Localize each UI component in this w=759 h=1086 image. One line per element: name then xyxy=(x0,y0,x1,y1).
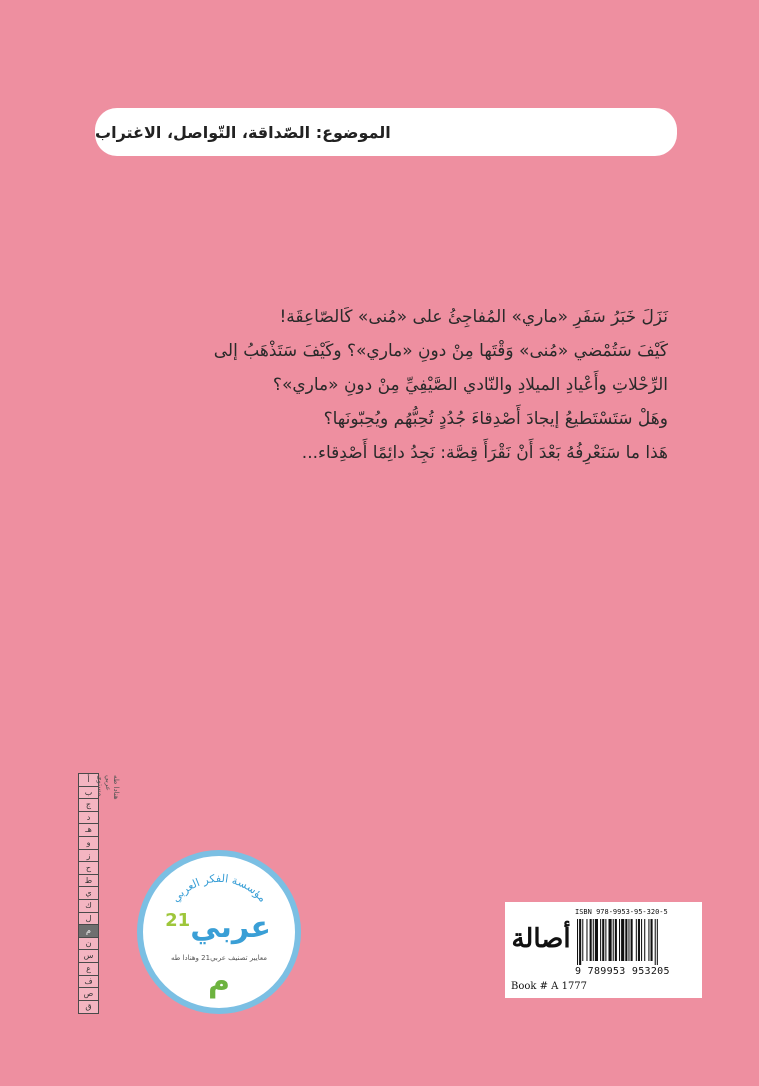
barcode-bar xyxy=(657,919,658,965)
letter-index-cell: ك xyxy=(79,900,98,913)
letter-index-cell: ي xyxy=(79,887,98,900)
barcode-bar xyxy=(628,919,629,961)
barcode-bar xyxy=(638,919,640,961)
letter-index-cell: ع xyxy=(79,963,98,976)
barcode-bar xyxy=(625,919,627,961)
barcode-panel xyxy=(505,902,702,998)
letter-index-cell: و xyxy=(79,837,98,850)
isbn-text: ISBN 978-9953-95-320-5 xyxy=(575,908,668,916)
barcode-bar xyxy=(655,919,656,965)
book-number: Book # A 1777 xyxy=(511,981,588,992)
barcode-bar xyxy=(582,919,583,961)
logo-word: عربي xyxy=(190,910,271,945)
barcode-bar xyxy=(621,919,624,961)
blurb-text xyxy=(168,300,668,470)
letter-index-cell: ز xyxy=(79,850,98,863)
ruler-label: هنادا طه xyxy=(112,775,120,800)
blurb-line: الرِّحْلاتِ وأَعْيادِ الميلادِ والنّادي الصَّيْفِيِّ مِنْ دونِ «ماري»؟ xyxy=(272,375,668,395)
topic-text: الموضوع: الصّداقة، التّواصل، الاغتراب xyxy=(95,122,391,142)
barcode-bars xyxy=(575,919,699,965)
barcode-bar xyxy=(619,919,620,961)
letter-index-cell: ن xyxy=(79,938,98,951)
topic-banner xyxy=(95,108,677,156)
barcode-bar xyxy=(641,919,642,961)
barcode-bar xyxy=(595,919,598,961)
barcode-bar xyxy=(609,919,612,961)
seal-arc-label: مؤسسة الفكر العربي xyxy=(169,871,270,905)
letter-index-cell: ط xyxy=(79,875,98,888)
barcode-bar xyxy=(651,919,653,961)
barcode-bar xyxy=(600,919,601,961)
barcode-bar xyxy=(577,919,578,965)
barcode-bar xyxy=(593,919,594,961)
arabi21-logo xyxy=(167,910,271,945)
arabi21-seal xyxy=(137,850,301,1014)
blurb-line: كَيْفَ سَتُمْضي «مُنى» وَقْتَها مِنْ دونِ «ماري»؟ وكَيْفَ سَتَذْهَبُ إلى xyxy=(213,341,668,361)
ruler-label: عربي xyxy=(104,775,112,791)
letter-index-cell: أ xyxy=(79,774,98,787)
letter-index-cell: م xyxy=(79,925,98,938)
letter-index-cell: ص xyxy=(79,988,98,1001)
barcode-bar xyxy=(636,919,637,961)
barcode-bar xyxy=(602,919,604,961)
seal-subtitle: معايير تصنيف عربي21 وهنادا طه xyxy=(170,954,268,962)
barcode-bar xyxy=(648,919,649,961)
blurb-line: نَزَلَ خَبَرُ سَفَرِ «ماري» المُفاجِئُ على «مُنى» كَالصّاعِقَة! xyxy=(279,307,668,327)
svg-text:مؤسسة الفكر العربي xyxy=(169,872,269,905)
publisher-logo: أصالة xyxy=(511,924,571,954)
blurb-line: هَذا ما سَنَعْرِفُهُ بَعْدَ أَنْ نَقْرَأَ قِصَّة: نَجِدُ دائِمًا أَصْدِقاء... xyxy=(301,443,668,463)
letter-index-cell: ل xyxy=(79,913,98,926)
letter-index-cell: د xyxy=(79,812,98,825)
barcode-digits: 9 789953 953205 xyxy=(575,966,670,977)
barcode-bar xyxy=(590,919,592,961)
letter-index-cell: ب xyxy=(79,787,98,800)
logo-number: 21 xyxy=(165,910,191,931)
barcode-bar xyxy=(579,919,581,965)
barcode-bar xyxy=(605,919,606,961)
barcode-bar xyxy=(613,919,614,961)
level-ruler-labels xyxy=(96,775,120,985)
letter-index-cell: س xyxy=(79,950,98,963)
barcode-bar xyxy=(644,919,645,961)
barcode-bar xyxy=(586,919,587,961)
barcode-bar xyxy=(631,919,633,961)
reading-level-letter: م xyxy=(208,964,230,999)
blurb-line: وهَلْ سَتَسْتَطيعُ إيجادَ أَصْدِقاءَ جُدُدٍ تُحِبُّهُم ويُحِبّونَها؟ xyxy=(323,409,668,429)
letter-index-cell: هـ xyxy=(79,824,98,837)
ruler-label: مستوى xyxy=(96,775,104,797)
letter-index-cell: ح xyxy=(79,862,98,875)
letter-index-cell: ق xyxy=(85,1001,92,1011)
letter-index-cell: ف xyxy=(79,976,98,989)
letter-index-cell: ج xyxy=(79,799,98,812)
barcode-bar xyxy=(615,919,617,961)
